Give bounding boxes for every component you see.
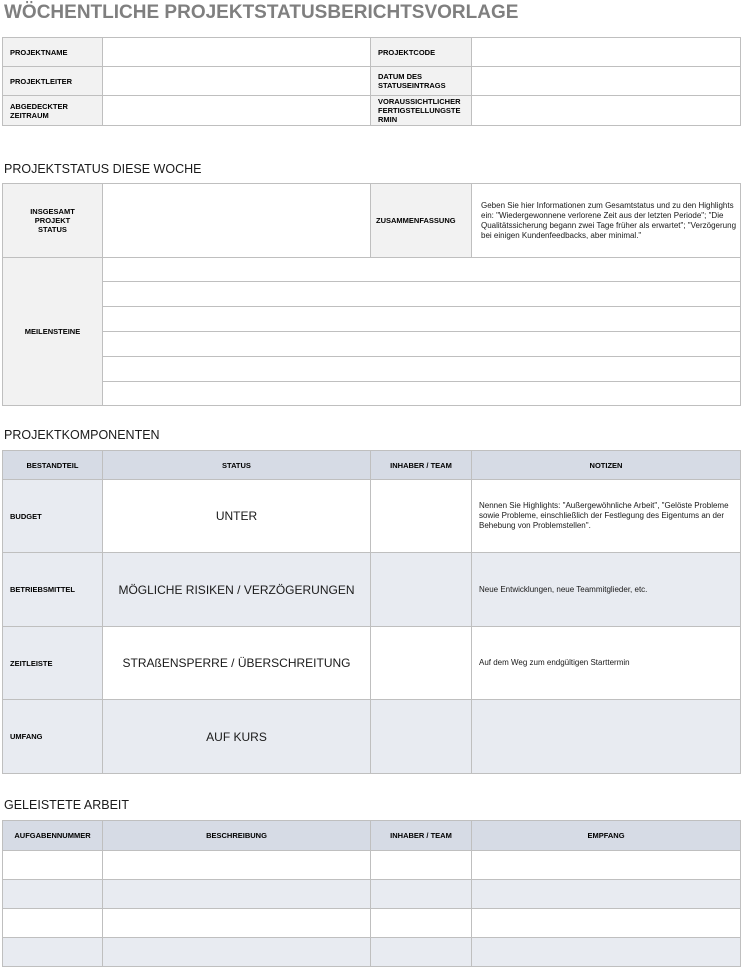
column-header: STATUS	[103, 451, 371, 480]
project-code-label: PROJEKTCODE	[371, 38, 472, 67]
components-table	[2, 450, 741, 774]
component-status[interactable]: MÖGLICHE RISIKEN / VERZÖGERUNGEN	[103, 553, 371, 627]
column-header: AUFGABENNUMMER	[3, 821, 103, 851]
table-row	[3, 851, 741, 880]
recipient-cell[interactable]	[472, 851, 741, 880]
project-name-field[interactable]	[103, 38, 371, 67]
component-status[interactable]: UNTER	[103, 480, 371, 553]
component-notes[interactable]: Neue Entwicklungen, neue Teammitglieder, etc.	[472, 553, 741, 627]
table-row	[3, 938, 741, 967]
project-status-table	[2, 183, 741, 406]
task-number-cell[interactable]	[3, 909, 103, 938]
component-notes[interactable]: Auf dem Weg zum endgültigen Starttermin	[472, 627, 741, 700]
column-header: BESTANDTEIL	[3, 451, 103, 480]
project-info-table	[2, 37, 741, 126]
page-title: WÖCHENTLICHE PROJEKTSTATUSBERICHTSVORLAGE	[4, 2, 519, 23]
description-cell[interactable]	[103, 909, 371, 938]
component-owner[interactable]	[371, 627, 472, 700]
completion-date-field[interactable]	[472, 96, 741, 126]
period-label: ABGEDECKTER ZEITRAUM	[3, 96, 103, 126]
column-header: BESCHREIBUNG	[103, 821, 371, 851]
milestone-line[interactable]	[103, 258, 740, 282]
recipient-cell[interactable]	[472, 880, 741, 909]
recipient-cell[interactable]	[472, 909, 741, 938]
component-name: BETRIEBSMITTEL	[3, 553, 103, 627]
task-number-cell[interactable]	[3, 880, 103, 909]
work-section-heading: GELEISTETE ARBEIT	[4, 798, 130, 812]
component-status[interactable]: AUF KURS	[103, 700, 371, 774]
column-header: NOTIZEN	[472, 451, 741, 480]
table-row	[3, 627, 741, 700]
column-header: INHABER / TEAM	[371, 451, 472, 480]
component-name: ZEITLEISTE	[3, 627, 103, 700]
task-number-cell[interactable]	[3, 851, 103, 880]
summary-label: ZUSAMMENFASSUNG	[371, 184, 472, 258]
component-owner[interactable]	[371, 553, 472, 627]
owner-cell[interactable]	[371, 909, 472, 938]
table-row	[3, 880, 741, 909]
description-cell[interactable]	[103, 938, 371, 967]
project-lead-label: PROJEKTLEITER	[3, 67, 103, 96]
column-header: EMPFANG	[472, 821, 741, 851]
component-notes[interactable]: Nennen Sie Highlights: "Außergewöhnliche Arbeit", "Gelöste Probleme sowie Probleme, einschließlich der Festlegung des Eigentums an der Behebung von Problemstellen".	[472, 480, 741, 553]
milestone-line[interactable]	[103, 307, 740, 332]
completion-date-label: VORAUSSICHTLICHER FERTIGSTELLUNGSTERMIN	[371, 96, 472, 126]
milestone-line[interactable]	[103, 282, 740, 307]
milestones-area	[103, 258, 741, 406]
component-notes[interactable]	[472, 700, 741, 774]
project-lead-field[interactable]	[103, 67, 371, 96]
milestones-label: MEILENSTEINE	[3, 258, 103, 406]
component-name: BUDGET	[3, 480, 103, 553]
status-date-label: DATUM DES STATUSEINTRAGS	[371, 67, 472, 96]
components-section-heading: PROJEKTKOMPONENTEN	[4, 428, 160, 442]
milestone-line[interactable]	[103, 332, 740, 357]
table-row	[3, 553, 741, 627]
table-row	[3, 480, 741, 553]
task-number-cell[interactable]	[3, 938, 103, 967]
component-status[interactable]: STRAßENSPERRE / ÜBERSCHREITUNG	[103, 627, 371, 700]
column-header: INHABER / TEAM	[371, 821, 472, 851]
project-name-label: PROJEKTNAME	[3, 38, 103, 67]
recipient-cell[interactable]	[472, 938, 741, 967]
description-cell[interactable]	[103, 880, 371, 909]
period-field[interactable]	[103, 96, 371, 126]
component-owner[interactable]	[371, 700, 472, 774]
table-row	[3, 909, 741, 938]
owner-cell[interactable]	[371, 880, 472, 909]
table-row	[3, 700, 741, 774]
summary-text[interactable]: Geben Sie hier Informationen zum Gesamtstatus und zu den Highlights ein: "Wiedergewonnene verlorene Zeit aus der letzten Periode"; "Die Qualitätssicherung begann zwei Tage früher als erwartet"; "Verzögerung bei einigen Kundenfeedbacks, aber minimal."	[472, 184, 741, 258]
component-owner[interactable]	[371, 480, 472, 553]
milestone-line[interactable]	[103, 357, 740, 382]
overall-status-field[interactable]	[103, 184, 371, 258]
owner-cell[interactable]	[371, 938, 472, 967]
description-cell[interactable]	[103, 851, 371, 880]
status-section-heading: PROJEKTSTATUS DIESE WOCHE	[4, 162, 202, 176]
component-name: UMFANG	[3, 700, 103, 774]
milestone-line[interactable]	[103, 382, 740, 405]
completed-work-table	[2, 820, 741, 967]
status-date-field[interactable]	[472, 67, 741, 96]
project-code-field[interactable]	[472, 38, 741, 67]
overall-status-label: INSGESAMT PROJEKT STATUS	[3, 184, 103, 258]
owner-cell[interactable]	[371, 851, 472, 880]
